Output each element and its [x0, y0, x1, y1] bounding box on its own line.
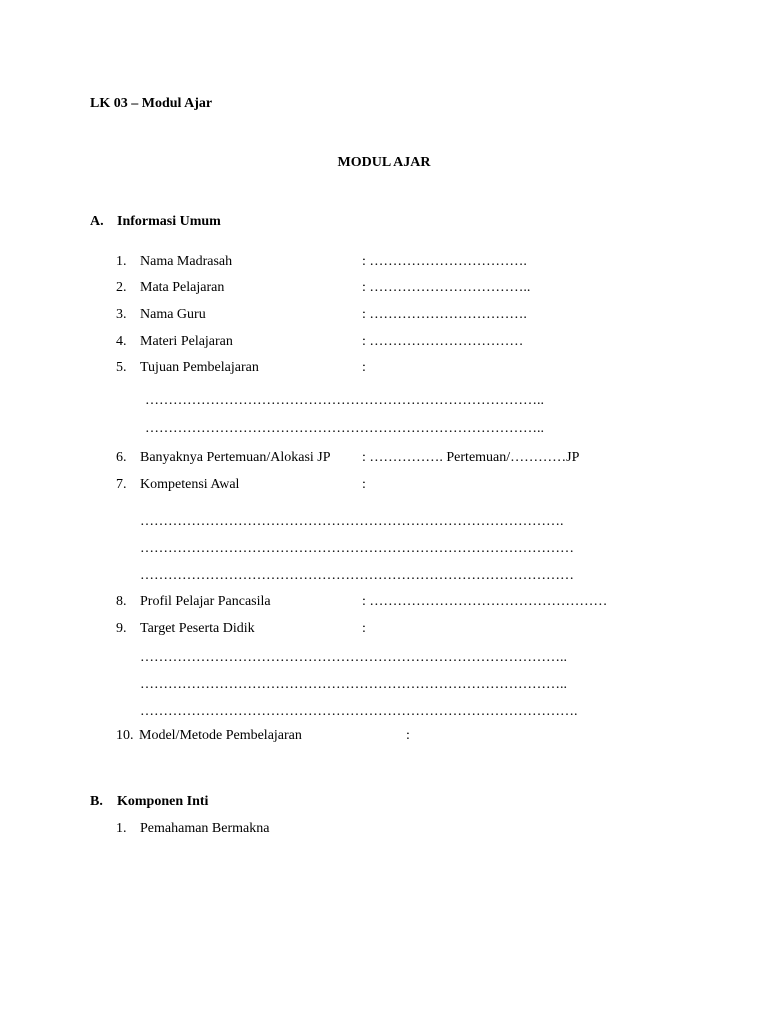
dotted-fill-line: …………………………………………………………………………………. [140, 704, 578, 719]
item-label-profil-pelajar: Profil Pelajar Pancasila [140, 594, 271, 609]
item-value-profil-pelajar: : …………………………………………… [362, 594, 608, 609]
item-label-mata-pelajaran: Mata Pelajaran [140, 280, 225, 295]
item-number: 5. [116, 360, 127, 375]
dotted-fill-line: ……………………………………………………………………………….. [140, 677, 567, 692]
item-value-nama-madrasah: : ……………………………. [362, 254, 527, 269]
dotted-fill-line: ………………………………………………………………………….. [145, 393, 544, 408]
item-number: 4. [116, 334, 127, 349]
item-label-nama-guru: Nama Guru [140, 307, 206, 322]
item-label-materi-pelajaran: Materi Pelajaran [140, 334, 233, 349]
item-number: 3. [116, 307, 127, 322]
item-value-nama-guru: : ……………………………. [362, 307, 527, 322]
section-a-letter: A. [90, 214, 104, 229]
item-label-alokasi-jp: Banyaknya Pertemuan/Alokasi JP [140, 450, 331, 465]
item-label-kompetensi-awal: Kompetensi Awal [140, 477, 240, 492]
item-number: 7. [116, 477, 127, 492]
item-number: 8. [116, 594, 127, 609]
item-value-mata-pelajaran: : …………………………….. [362, 280, 531, 295]
item-number: 10. [116, 728, 134, 743]
item-label-model-metode: Model/Metode Pembelajaran [139, 728, 302, 743]
section-b-letter: B. [90, 794, 103, 809]
item-label-target-peserta-didik: Target Peserta Didik [140, 621, 255, 636]
document-label: LK 03 – Modul Ajar [90, 96, 213, 111]
item-value-alokasi-jp: : ……………. Pertemuan/…………JP [362, 450, 580, 465]
dotted-fill-line: ………………………………………………………………………………… [140, 541, 574, 556]
item-value-materi-pelajaran: : …………………………… [362, 334, 524, 349]
item-label-tujuan-pembelajaran: Tujuan Pembelajaran [140, 360, 259, 375]
section-a-title: Informasi Umum [117, 214, 221, 229]
dotted-fill-line: ………………………………………………………………………………. [140, 514, 564, 529]
item-number: 6. [116, 450, 127, 465]
item-value-tujuan-pembelajaran: : [362, 360, 366, 375]
document-title: MODUL AJAR [337, 155, 431, 170]
dotted-fill-line: ………………………………………………………………………………… [140, 568, 574, 583]
item-value-kompetensi-awal: : [362, 477, 366, 492]
item-number: 1. [116, 254, 127, 269]
dotted-fill-line: ……………………………………………………………………………….. [140, 650, 567, 665]
item-value-model-metode: : [406, 728, 410, 743]
item-number: 9. [116, 621, 127, 636]
section-b-title: Komponen Inti [117, 794, 209, 809]
item-number: 2. [116, 280, 127, 295]
item-value-target-peserta-didik: : [362, 621, 366, 636]
item-label-pemahaman-bermakna: Pemahaman Bermakna [140, 821, 270, 836]
item-label-nama-madrasah: Nama Madrasah [140, 254, 233, 269]
item-number: 1. [116, 821, 127, 836]
dotted-fill-line: ………………………………………………………………………….. [145, 421, 544, 436]
